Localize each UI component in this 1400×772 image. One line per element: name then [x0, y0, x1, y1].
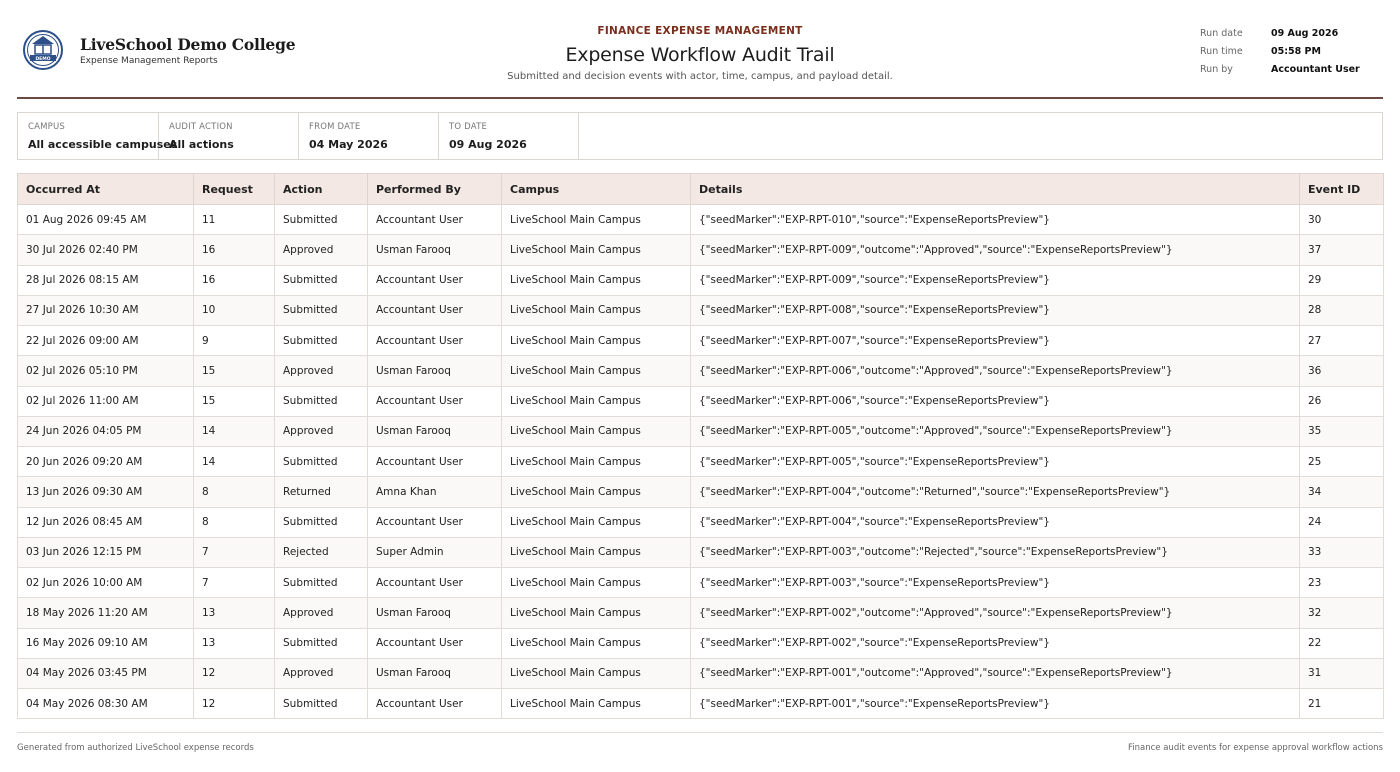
report-kicker: FINANCE EXPENSE MANAGEMENT — [597, 25, 803, 37]
cell-request: 13 — [194, 628, 275, 658]
report-title: Expense Workflow Audit Trail — [565, 44, 835, 66]
cell-performed-by: Usman Farooq — [368, 416, 502, 446]
cell-event-id: 36 — [1300, 356, 1384, 386]
cell-occurred-at: 22 Jul 2026 09:00 AM — [18, 326, 194, 356]
cell-action: Submitted — [275, 507, 368, 537]
cell-details: {"seedMarker":"EXP-RPT-008","source":"ExpenseReportsPreview"} — [691, 295, 1300, 325]
college-name: LiveSchool Demo College — [80, 35, 296, 54]
cell-campus: LiveSchool Main Campus — [502, 537, 691, 567]
cell-occurred-at: 12 Jun 2026 08:45 AM — [18, 507, 194, 537]
column-header-event-id: Event ID — [1300, 174, 1384, 205]
cell-performed-by: Accountant User — [368, 265, 502, 295]
run-date-row — [1200, 28, 1390, 44]
cell-occurred-at: 28 Jul 2026 08:15 AM — [18, 265, 194, 295]
footer-divider — [17, 732, 1383, 733]
column-header-occurred-at: Occurred At — [18, 174, 194, 205]
run-time-label: Run time — [1200, 46, 1243, 57]
cell-request: 16 — [194, 265, 275, 295]
run-date-label: Run date — [1200, 28, 1243, 39]
cell-request: 15 — [194, 386, 275, 416]
cell-details: {"seedMarker":"EXP-RPT-010","source":"ExpenseReportsPreview"} — [691, 205, 1300, 235]
cell-request: 13 — [194, 598, 275, 628]
filter-value: All actions — [169, 138, 234, 151]
cell-occurred-at: 02 Jun 2026 10:00 AM — [18, 568, 194, 598]
cell-event-id: 31 — [1300, 658, 1384, 688]
cell-details: {"seedMarker":"EXP-RPT-001","source":"ExpenseReportsPreview"} — [691, 689, 1300, 719]
cell-performed-by: Accountant User — [368, 295, 502, 325]
column-header-request: Request — [194, 174, 275, 205]
cell-occurred-at: 27 Jul 2026 10:30 AM — [18, 295, 194, 325]
table-header — [18, 174, 1384, 205]
header-divider — [17, 97, 1383, 99]
cell-occurred-at: 03 Jun 2026 12:15 PM — [18, 537, 194, 567]
cell-performed-by: Super Admin — [368, 537, 502, 567]
cell-request: 12 — [194, 658, 275, 688]
cell-performed-by: Accountant User — [368, 689, 502, 719]
cell-campus: LiveSchool Main Campus — [502, 689, 691, 719]
cell-occurred-at: 20 Jun 2026 09:20 AM — [18, 447, 194, 477]
cell-event-id: 24 — [1300, 507, 1384, 537]
cell-request: 12 — [194, 689, 275, 719]
run-by-value: Accountant User — [1271, 64, 1360, 75]
cell-action: Submitted — [275, 205, 368, 235]
cell-action: Rejected — [275, 537, 368, 567]
cell-action: Approved — [275, 598, 368, 628]
table-row — [18, 447, 1384, 477]
cell-occurred-at: 30 Jul 2026 02:40 PM — [18, 235, 194, 265]
run-by-row — [1200, 64, 1390, 80]
cell-details: {"seedMarker":"EXP-RPT-004","outcome":"Returned","source":"ExpenseReportsPreview"} — [691, 477, 1300, 507]
cell-campus: LiveSchool Main Campus — [502, 568, 691, 598]
cell-request: 14 — [194, 447, 275, 477]
filter-label: CAMPUS — [28, 122, 66, 132]
cell-campus: LiveSchool Main Campus — [502, 326, 691, 356]
table-row — [18, 295, 1384, 325]
cell-performed-by: Accountant User — [368, 205, 502, 235]
table-row — [18, 326, 1384, 356]
cell-details: {"seedMarker":"EXP-RPT-002","source":"ExpenseReportsPreview"} — [691, 628, 1300, 658]
report-subtitle: Submitted and decision events with actor, time, campus, and payload detail. — [507, 71, 893, 82]
cell-details: {"seedMarker":"EXP-RPT-001","outcome":"Approved","source":"ExpenseReportsPreview"} — [691, 658, 1300, 688]
cell-request: 11 — [194, 205, 275, 235]
cell-request: 10 — [194, 295, 275, 325]
cell-campus: LiveSchool Main Campus — [502, 356, 691, 386]
table-row — [18, 477, 1384, 507]
cell-request: 9 — [194, 326, 275, 356]
table-row — [18, 356, 1384, 386]
cell-occurred-at: 02 Jul 2026 11:00 AM — [18, 386, 194, 416]
cell-details: {"seedMarker":"EXP-RPT-004","source":"ExpenseReportsPreview"} — [691, 507, 1300, 537]
cell-performed-by: Accountant User — [368, 568, 502, 598]
cell-request: 8 — [194, 507, 275, 537]
table-row — [18, 386, 1384, 416]
table-row — [18, 507, 1384, 537]
cell-performed-by: Usman Farooq — [368, 658, 502, 688]
cell-action: Submitted — [275, 386, 368, 416]
cell-details: {"seedMarker":"EXP-RPT-009","source":"ExpenseReportsPreview"} — [691, 265, 1300, 295]
cell-campus: LiveSchool Main Campus — [502, 386, 691, 416]
table-row — [18, 689, 1384, 719]
cell-event-id: 28 — [1300, 295, 1384, 325]
cell-occurred-at: 24 Jun 2026 04:05 PM — [18, 416, 194, 446]
cell-performed-by: Usman Farooq — [368, 235, 502, 265]
audit-table — [17, 173, 1384, 719]
cell-action: Submitted — [275, 295, 368, 325]
cell-request: 14 — [194, 416, 275, 446]
cell-event-id: 35 — [1300, 416, 1384, 446]
cell-campus: LiveSchool Main Campus — [502, 598, 691, 628]
filter-label: TO DATE — [449, 122, 488, 132]
column-header-performed-by: Performed By — [368, 174, 502, 205]
cell-details: {"seedMarker":"EXP-RPT-003","source":"ExpenseReportsPreview"} — [691, 568, 1300, 598]
run-by-label: Run by — [1200, 64, 1233, 75]
column-header-details: Details — [691, 174, 1300, 205]
cell-occurred-at: 04 May 2026 03:45 PM — [18, 658, 194, 688]
college-logo-icon — [22, 28, 64, 72]
cell-performed-by: Accountant User — [368, 628, 502, 658]
cell-action: Submitted — [275, 568, 368, 598]
table-row — [18, 205, 1384, 235]
cell-event-id: 37 — [1300, 235, 1384, 265]
footer-note-left: Generated from authorized LiveSchool expense records — [17, 743, 254, 753]
cell-action: Approved — [275, 416, 368, 446]
cell-occurred-at: 13 Jun 2026 09:30 AM — [18, 477, 194, 507]
cell-event-id: 32 — [1300, 598, 1384, 628]
cell-event-id: 25 — [1300, 447, 1384, 477]
filter-label: AUDIT ACTION — [169, 122, 233, 132]
cell-campus: LiveSchool Main Campus — [502, 658, 691, 688]
table-row — [18, 568, 1384, 598]
cell-occurred-at: 01 Aug 2026 09:45 AM — [18, 205, 194, 235]
cell-occurred-at: 04 May 2026 08:30 AM — [18, 689, 194, 719]
cell-campus: LiveSchool Main Campus — [502, 416, 691, 446]
filter-audit-action — [159, 113, 299, 159]
cell-campus: LiveSchool Main Campus — [502, 205, 691, 235]
cell-event-id: 22 — [1300, 628, 1384, 658]
filter-from-date — [299, 113, 439, 159]
cell-performed-by: Accountant User — [368, 447, 502, 477]
cell-event-id: 29 — [1300, 265, 1384, 295]
filter-value: All accessible campuses — [28, 138, 178, 151]
cell-details: {"seedMarker":"EXP-RPT-006","outcome":"Approved","source":"ExpenseReportsPreview"} — [691, 356, 1300, 386]
cell-performed-by: Accountant User — [368, 326, 502, 356]
cell-campus: LiveSchool Main Campus — [502, 447, 691, 477]
run-time-row — [1200, 46, 1390, 62]
logo-text: DEMO — [35, 57, 51, 62]
cell-request: 15 — [194, 356, 275, 386]
cell-details: {"seedMarker":"EXP-RPT-005","outcome":"Approved","source":"ExpenseReportsPreview"} — [691, 416, 1300, 446]
cell-performed-by: Accountant User — [368, 507, 502, 537]
cell-request: 8 — [194, 477, 275, 507]
run-date-value: 09 Aug 2026 — [1271, 28, 1339, 39]
cell-action: Submitted — [275, 265, 368, 295]
cell-details: {"seedMarker":"EXP-RPT-006","source":"ExpenseReportsPreview"} — [691, 386, 1300, 416]
cell-occurred-at: 16 May 2026 09:10 AM — [18, 628, 194, 658]
filter-value: 09 Aug 2026 — [449, 138, 527, 151]
table-row — [18, 628, 1384, 658]
cell-request: 7 — [194, 537, 275, 567]
cell-campus: LiveSchool Main Campus — [502, 265, 691, 295]
college-subtitle: Expense Management Reports — [80, 56, 218, 66]
cell-details: {"seedMarker":"EXP-RPT-007","source":"ExpenseReportsPreview"} — [691, 326, 1300, 356]
cell-action: Approved — [275, 658, 368, 688]
cell-details: {"seedMarker":"EXP-RPT-003","outcome":"Rejected","source":"ExpenseReportsPreview"} — [691, 537, 1300, 567]
cell-campus: LiveSchool Main Campus — [502, 507, 691, 537]
filter-summary — [17, 112, 1383, 160]
cell-performed-by: Amna Khan — [368, 477, 502, 507]
cell-occurred-at: 18 May 2026 11:20 AM — [18, 598, 194, 628]
table-row — [18, 416, 1384, 446]
filter-to-date — [439, 113, 579, 159]
table-body — [18, 205, 1384, 719]
table-row — [18, 658, 1384, 688]
footer-note-right: Finance audit events for expense approval workflow actions — [1128, 743, 1383, 753]
table-row — [18, 235, 1384, 265]
cell-request: 16 — [194, 235, 275, 265]
cell-campus: LiveSchool Main Campus — [502, 235, 691, 265]
cell-details: {"seedMarker":"EXP-RPT-009","outcome":"Approved","source":"ExpenseReportsPreview"} — [691, 235, 1300, 265]
filter-label: FROM DATE — [309, 122, 361, 132]
cell-request: 7 — [194, 568, 275, 598]
cell-performed-by: Usman Farooq — [368, 598, 502, 628]
table-row — [18, 537, 1384, 567]
cell-event-id: 26 — [1300, 386, 1384, 416]
cell-action: Approved — [275, 356, 368, 386]
column-header-campus: Campus — [502, 174, 691, 205]
cell-action: Submitted — [275, 689, 368, 719]
cell-campus: LiveSchool Main Campus — [502, 628, 691, 658]
cell-action: Submitted — [275, 628, 368, 658]
cell-action: Approved — [275, 235, 368, 265]
cell-performed-by: Accountant User — [368, 386, 502, 416]
filter-campus — [18, 113, 178, 159]
cell-performed-by: Usman Farooq — [368, 356, 502, 386]
column-header-action: Action — [275, 174, 368, 205]
cell-details: {"seedMarker":"EXP-RPT-005","source":"ExpenseReportsPreview"} — [691, 447, 1300, 477]
cell-event-id: 27 — [1300, 326, 1384, 356]
cell-action: Submitted — [275, 326, 368, 356]
cell-action: Returned — [275, 477, 368, 507]
cell-campus: LiveSchool Main Campus — [502, 295, 691, 325]
cell-event-id: 21 — [1300, 689, 1384, 719]
filter-value: 04 May 2026 — [309, 138, 388, 151]
cell-occurred-at: 02 Jul 2026 05:10 PM — [18, 356, 194, 386]
cell-campus: LiveSchool Main Campus — [502, 477, 691, 507]
cell-details: {"seedMarker":"EXP-RPT-002","outcome":"Approved","source":"ExpenseReportsPreview"} — [691, 598, 1300, 628]
cell-event-id: 34 — [1300, 477, 1384, 507]
cell-action: Submitted — [275, 447, 368, 477]
run-time-value: 05:58 PM — [1271, 46, 1321, 57]
table-row — [18, 265, 1384, 295]
cell-event-id: 23 — [1300, 568, 1384, 598]
cell-event-id: 33 — [1300, 537, 1384, 567]
table-row — [18, 598, 1384, 628]
cell-event-id: 30 — [1300, 205, 1384, 235]
